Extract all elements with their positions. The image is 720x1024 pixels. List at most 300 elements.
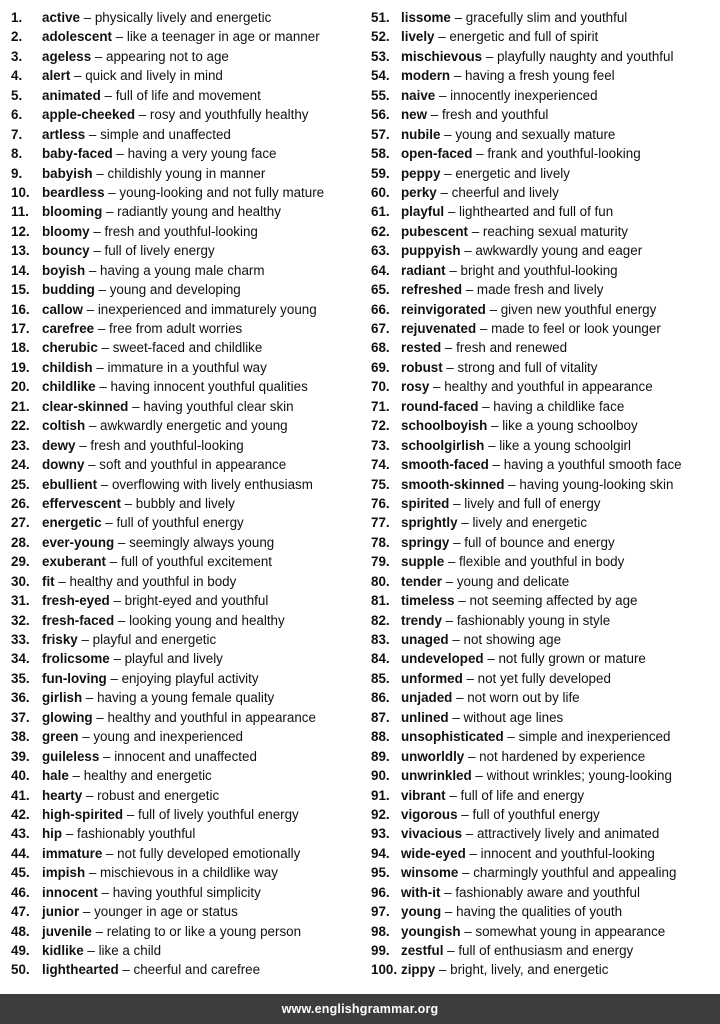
item-number: 37. — [11, 709, 30, 725]
item-text — [42, 183, 324, 202]
item-separator: – — [91, 48, 107, 64]
item-word: unformed — [401, 670, 463, 686]
item-number: 41. — [11, 787, 30, 803]
item-separator: – — [97, 340, 113, 356]
item-number: 56. — [371, 107, 390, 123]
item-text — [42, 688, 274, 707]
item-definition: not fully grown or mature — [498, 651, 646, 667]
item-word: unjaded — [401, 690, 453, 706]
item-text — [401, 436, 631, 455]
item-word: frisky — [42, 632, 78, 647]
item-definition: not hardened by experience — [479, 748, 646, 764]
item-word: schoolgirlish — [401, 437, 485, 453]
item-separator: – — [120, 495, 136, 511]
item-text — [42, 319, 242, 338]
item-definition: having innocent youthful qualities — [110, 379, 308, 395]
item-definition: having a childlike face — [493, 398, 625, 414]
item-word: smooth-skinned — [401, 476, 505, 492]
item-separator: – — [101, 515, 117, 531]
item-number: 90. — [371, 768, 390, 784]
list-item — [371, 436, 719, 455]
list-item — [11, 261, 361, 280]
item-definition: quick and lively in mind — [85, 68, 223, 84]
item-definition: having youthful clear skin — [143, 398, 294, 414]
item-text — [42, 533, 274, 552]
item-definition: bubbly and lively — [135, 495, 235, 511]
item-word: hip — [42, 826, 63, 842]
item-definition: full of life and movement — [115, 87, 261, 103]
item-definition: fashionably youthful — [76, 826, 196, 842]
item-word: unworldly — [401, 748, 465, 764]
item-text — [401, 630, 561, 649]
item-word: green — [42, 729, 79, 745]
item-word: supple — [401, 554, 445, 570]
item-number: 35. — [11, 670, 30, 686]
item-separator: – — [441, 340, 457, 356]
item-word: effervescent — [42, 495, 121, 511]
item-text — [401, 261, 618, 280]
item-word: mischievous — [401, 48, 483, 64]
item-text — [401, 397, 624, 416]
item-number: 39. — [11, 748, 30, 764]
item-word: reinvigorated — [401, 301, 486, 317]
item-separator: – — [443, 943, 459, 958]
item-word: puppyish — [401, 243, 461, 259]
item-word: ageless — [42, 48, 92, 64]
item-text — [401, 747, 645, 766]
item-separator: – — [441, 904, 457, 920]
item-number: 21. — [11, 398, 30, 414]
item-definition: energetic and lively — [455, 165, 570, 181]
item-number: 47. — [11, 904, 30, 920]
item-number: 49. — [11, 943, 30, 958]
item-text — [401, 688, 580, 707]
list-item — [371, 669, 719, 688]
item-word: energetic — [42, 515, 102, 531]
item-word: carefree — [42, 321, 95, 336]
list-item — [11, 144, 361, 163]
list-item — [371, 883, 719, 902]
item-number: 72. — [371, 418, 390, 434]
item-separator: – — [85, 126, 101, 142]
item-number: 50. — [11, 962, 30, 978]
list-item — [371, 397, 719, 416]
item-word: unaged — [401, 632, 449, 647]
item-definition: free from adult worries — [109, 321, 243, 336]
item-definition: sweet-faced and childlike — [112, 340, 263, 356]
item-word: rosy — [401, 379, 430, 395]
item-separator: – — [450, 68, 465, 84]
item-word: adolescent — [42, 29, 112, 45]
list-item — [11, 164, 361, 183]
item-number: 96. — [371, 884, 390, 900]
item-number: 26. — [11, 495, 30, 511]
item-text — [42, 164, 265, 183]
list-item — [371, 27, 719, 46]
item-number: 13. — [11, 243, 30, 259]
item-number: 70. — [371, 379, 390, 395]
item-separator: – — [488, 457, 504, 473]
list-item — [371, 47, 719, 66]
item-text — [401, 824, 659, 843]
item-number: 15. — [11, 282, 30, 298]
list-item — [371, 222, 719, 241]
item-text — [42, 105, 308, 124]
item-number: 29. — [11, 554, 30, 570]
item-word: guileless — [42, 748, 100, 764]
item-separator: – — [85, 418, 101, 434]
item-separator: – — [441, 612, 457, 628]
item-word: baby-faced — [42, 146, 113, 162]
item-text — [401, 844, 655, 863]
item-text — [401, 202, 613, 221]
item-separator: – — [92, 165, 108, 181]
item-word: bouncy — [42, 243, 90, 259]
item-number: 22. — [11, 418, 30, 434]
item-definition: playful and energetic — [92, 632, 217, 647]
item-word: beardless — [42, 184, 105, 200]
item-word: fresh-faced — [42, 612, 115, 628]
item-number: 55. — [371, 87, 390, 103]
item-number: 58. — [371, 146, 390, 162]
item-separator: – — [118, 962, 134, 978]
item-number: 97. — [371, 904, 390, 920]
item-word: cherubic — [42, 340, 98, 356]
item-separator: – — [483, 651, 499, 667]
item-number: 7. — [11, 126, 23, 142]
item-number: 54. — [371, 68, 390, 84]
item-text — [401, 572, 569, 591]
item-separator: – — [78, 729, 94, 745]
item-word: sprightly — [401, 515, 458, 531]
item-number: 93. — [371, 826, 390, 842]
list-item — [371, 552, 719, 571]
list-item — [371, 902, 719, 921]
item-word: budding — [42, 282, 95, 298]
item-definition: young and sexually mature — [455, 126, 616, 142]
item-separator: – — [79, 10, 95, 25]
word-list — [0, 8, 720, 984]
item-number: 100. — [371, 962, 398, 978]
list-item — [11, 455, 361, 474]
item-number: 98. — [371, 923, 390, 939]
item-number: 46. — [11, 884, 30, 900]
list-item — [371, 922, 719, 941]
item-number: 30. — [11, 573, 30, 589]
item-separator: – — [92, 359, 108, 375]
item-word: rejuvenated — [401, 321, 477, 336]
item-text — [401, 941, 633, 960]
item-separator: – — [487, 418, 503, 434]
item-separator: – — [440, 165, 456, 181]
item-separator: – — [448, 632, 464, 647]
item-number: 48. — [11, 923, 30, 939]
item-word: fit — [42, 573, 55, 589]
item-definition: bright and youthful-looking — [460, 262, 618, 278]
item-definition: without wrinkles; young-looking — [486, 768, 672, 784]
item-number: 94. — [371, 845, 390, 861]
website-url: www.englishgrammar.org — [281, 1002, 439, 1016]
item-separator: – — [82, 787, 98, 803]
list-item — [11, 397, 361, 416]
item-text — [401, 241, 642, 260]
list-item — [11, 591, 361, 610]
item-number: 57. — [371, 126, 390, 142]
item-text — [401, 8, 627, 27]
item-definition: having a fresh young feel — [465, 68, 615, 84]
item-text — [42, 261, 265, 280]
list-item — [11, 824, 361, 843]
item-number: 63. — [371, 243, 390, 259]
item-separator: – — [440, 884, 456, 900]
item-definition: innocent and youthful-looking — [480, 845, 655, 861]
item-separator: – — [109, 651, 125, 667]
item-word: apple-cheeked — [42, 107, 136, 123]
item-definition: overflowing with lively enthusiasm — [111, 476, 313, 492]
item-number: 16. — [11, 301, 30, 317]
list-item — [371, 144, 719, 163]
item-number: 14. — [11, 262, 30, 278]
item-definition: fashionably young in style — [456, 612, 611, 628]
item-number: 78. — [371, 534, 390, 550]
item-separator: – — [436, 184, 452, 200]
item-number: 95. — [371, 865, 390, 881]
list-item — [11, 688, 361, 707]
item-definition: awkwardly young and eager — [475, 243, 643, 259]
item-definition: fashionably aware and youthful — [455, 884, 640, 900]
item-definition: awkwardly energetic and young — [100, 418, 288, 434]
item-separator: – — [114, 534, 130, 550]
item-number: 85. — [371, 670, 390, 686]
item-definition: not fully developed emotionally — [117, 845, 301, 861]
item-text — [401, 513, 587, 532]
item-definition: enjoying playful activity — [121, 670, 259, 686]
item-word: tender — [401, 573, 442, 589]
item-text — [42, 552, 272, 571]
item-word: bloomy — [42, 223, 90, 239]
item-definition: full of lively youthful energy — [137, 806, 299, 822]
item-separator: – — [484, 437, 500, 453]
item-text — [42, 455, 286, 474]
item-definition: young and delicate — [456, 573, 570, 589]
list-item — [371, 747, 719, 766]
item-separator: – — [448, 709, 464, 725]
item-word: undeveloped — [401, 651, 484, 667]
item-text — [401, 494, 600, 513]
item-definition: simple and inexperienced — [518, 729, 671, 745]
item-text — [401, 883, 640, 902]
item-word: refreshed — [401, 282, 463, 298]
item-text — [401, 222, 628, 241]
item-word: winsome — [401, 865, 459, 881]
item-word: young — [401, 904, 442, 920]
item-definition: fresh and renewed — [456, 340, 568, 356]
item-separator: – — [102, 204, 118, 220]
list-item — [11, 708, 361, 727]
item-number: 4. — [11, 68, 23, 84]
item-number: 45. — [11, 865, 30, 881]
item-definition: full of enthusiasm and energy — [458, 943, 634, 958]
item-number: 66. — [371, 301, 390, 317]
item-number: 84. — [371, 651, 390, 667]
item-separator: – — [128, 398, 144, 414]
item-number: 17. — [11, 321, 30, 336]
list-item — [371, 125, 719, 144]
item-separator: – — [460, 923, 476, 939]
item-separator: – — [440, 126, 456, 142]
item-text — [42, 747, 257, 766]
item-separator: – — [91, 923, 107, 939]
item-separator: – — [62, 826, 77, 842]
item-text — [401, 183, 559, 202]
list-item — [11, 552, 361, 571]
footer-bar — [0, 994, 720, 1024]
list-item — [11, 416, 361, 435]
item-text — [401, 66, 615, 85]
item-definition: looking young and healthy — [129, 612, 285, 628]
item-definition: full of youthful energy — [116, 515, 244, 531]
list-item — [11, 805, 361, 824]
list-item — [371, 455, 719, 474]
list-item — [371, 630, 719, 649]
list-item — [371, 824, 719, 843]
item-definition: radiantly young and healthy — [117, 204, 281, 220]
item-separator: – — [106, 554, 121, 570]
item-separator: – — [503, 729, 519, 745]
item-word: innocent — [42, 884, 98, 900]
item-text — [42, 66, 223, 85]
item-definition: made to feel or look younger — [491, 321, 661, 336]
item-text — [401, 533, 615, 552]
item-word: unlined — [401, 709, 449, 725]
list-item — [11, 669, 361, 688]
item-word: lighthearted — [42, 962, 119, 978]
item-word: perky — [401, 184, 437, 200]
item-definition: like a child — [98, 943, 162, 958]
item-separator: – — [94, 321, 110, 336]
list-item — [371, 533, 719, 552]
item-definition: mischievous in a childlike way — [100, 865, 278, 881]
item-text — [401, 766, 672, 785]
item-word: hale — [42, 768, 69, 784]
item-word: round-faced — [401, 398, 479, 414]
word-list-column-left — [11, 8, 361, 980]
item-text — [42, 494, 235, 513]
item-text — [401, 338, 567, 357]
item-definition: charmingly youthful and appealing — [473, 865, 677, 881]
item-separator: – — [458, 865, 474, 881]
item-text — [42, 86, 261, 105]
item-definition: strong and full of vitality — [457, 359, 598, 375]
item-separator: – — [99, 748, 115, 764]
item-number: 42. — [11, 806, 30, 822]
item-text — [42, 27, 320, 46]
item-separator: – — [454, 593, 470, 609]
item-word: impish — [42, 865, 86, 881]
item-definition: healthy and energetic — [83, 768, 212, 784]
list-item — [11, 960, 361, 979]
item-number: 11. — [11, 204, 29, 220]
item-number: 6. — [11, 107, 23, 123]
item-separator: – — [442, 359, 458, 375]
item-word: childish — [42, 359, 93, 375]
item-word: ever-young — [42, 534, 115, 550]
item-text — [401, 649, 646, 668]
item-definition: full of youthful energy — [472, 806, 600, 822]
item-separator: – — [82, 301, 98, 317]
item-separator: – — [450, 10, 466, 25]
item-definition: lively and energetic — [472, 515, 588, 531]
item-number: 60. — [371, 184, 390, 200]
list-item — [11, 183, 361, 202]
item-definition: inexperienced and immaturely young — [97, 301, 317, 317]
item-number: 68. — [371, 340, 390, 356]
item-text — [401, 319, 661, 338]
item-word: trendy — [401, 612, 442, 628]
item-word: boyish — [42, 262, 86, 278]
item-separator: – — [449, 534, 465, 550]
item-word: frolicsome — [42, 651, 110, 667]
item-separator: – — [457, 806, 473, 822]
item-definition: energetic and full of spirit — [449, 29, 599, 45]
item-separator: – — [106, 670, 122, 686]
item-definition: playful and lively — [124, 651, 223, 667]
list-item — [11, 338, 361, 357]
item-number: 8. — [11, 146, 23, 162]
item-word: schoolboyish — [401, 418, 488, 434]
item-text — [401, 377, 653, 396]
item-separator: – — [462, 670, 478, 686]
item-number: 62. — [371, 223, 390, 239]
item-definition: not seeming affected by age — [469, 593, 638, 609]
item-number: 24. — [11, 457, 30, 473]
list-item — [371, 960, 719, 979]
item-definition: seemingly always young — [129, 534, 275, 550]
item-number: 73. — [371, 437, 390, 453]
list-item — [371, 183, 719, 202]
item-definition: younger in age or status — [94, 904, 238, 920]
item-text — [42, 222, 258, 241]
list-item — [371, 805, 719, 824]
item-definition: relating to or like a young person — [106, 923, 302, 939]
item-separator: – — [482, 48, 498, 64]
list-item — [11, 533, 361, 552]
list-item — [11, 766, 361, 785]
list-item — [371, 844, 719, 863]
list-item — [371, 863, 719, 882]
item-word: rested — [401, 340, 442, 356]
item-word: lissome — [401, 10, 451, 25]
item-number: 12. — [11, 223, 30, 239]
list-item — [11, 86, 361, 105]
item-text — [42, 766, 212, 785]
item-separator: – — [82, 690, 98, 706]
item-word: childlike — [42, 379, 96, 395]
item-number: 34. — [11, 651, 30, 667]
item-separator: – — [89, 243, 105, 259]
item-text — [401, 611, 610, 630]
item-definition: robust and energetic — [97, 787, 220, 803]
item-word: immature — [42, 845, 103, 861]
item-text — [42, 922, 301, 941]
item-word: junior — [42, 904, 80, 920]
item-number: 80. — [371, 573, 390, 589]
item-separator: – — [94, 282, 110, 298]
item-separator: – — [68, 768, 84, 784]
list-item — [11, 319, 361, 338]
item-text — [401, 669, 611, 688]
item-separator: – — [472, 146, 488, 162]
